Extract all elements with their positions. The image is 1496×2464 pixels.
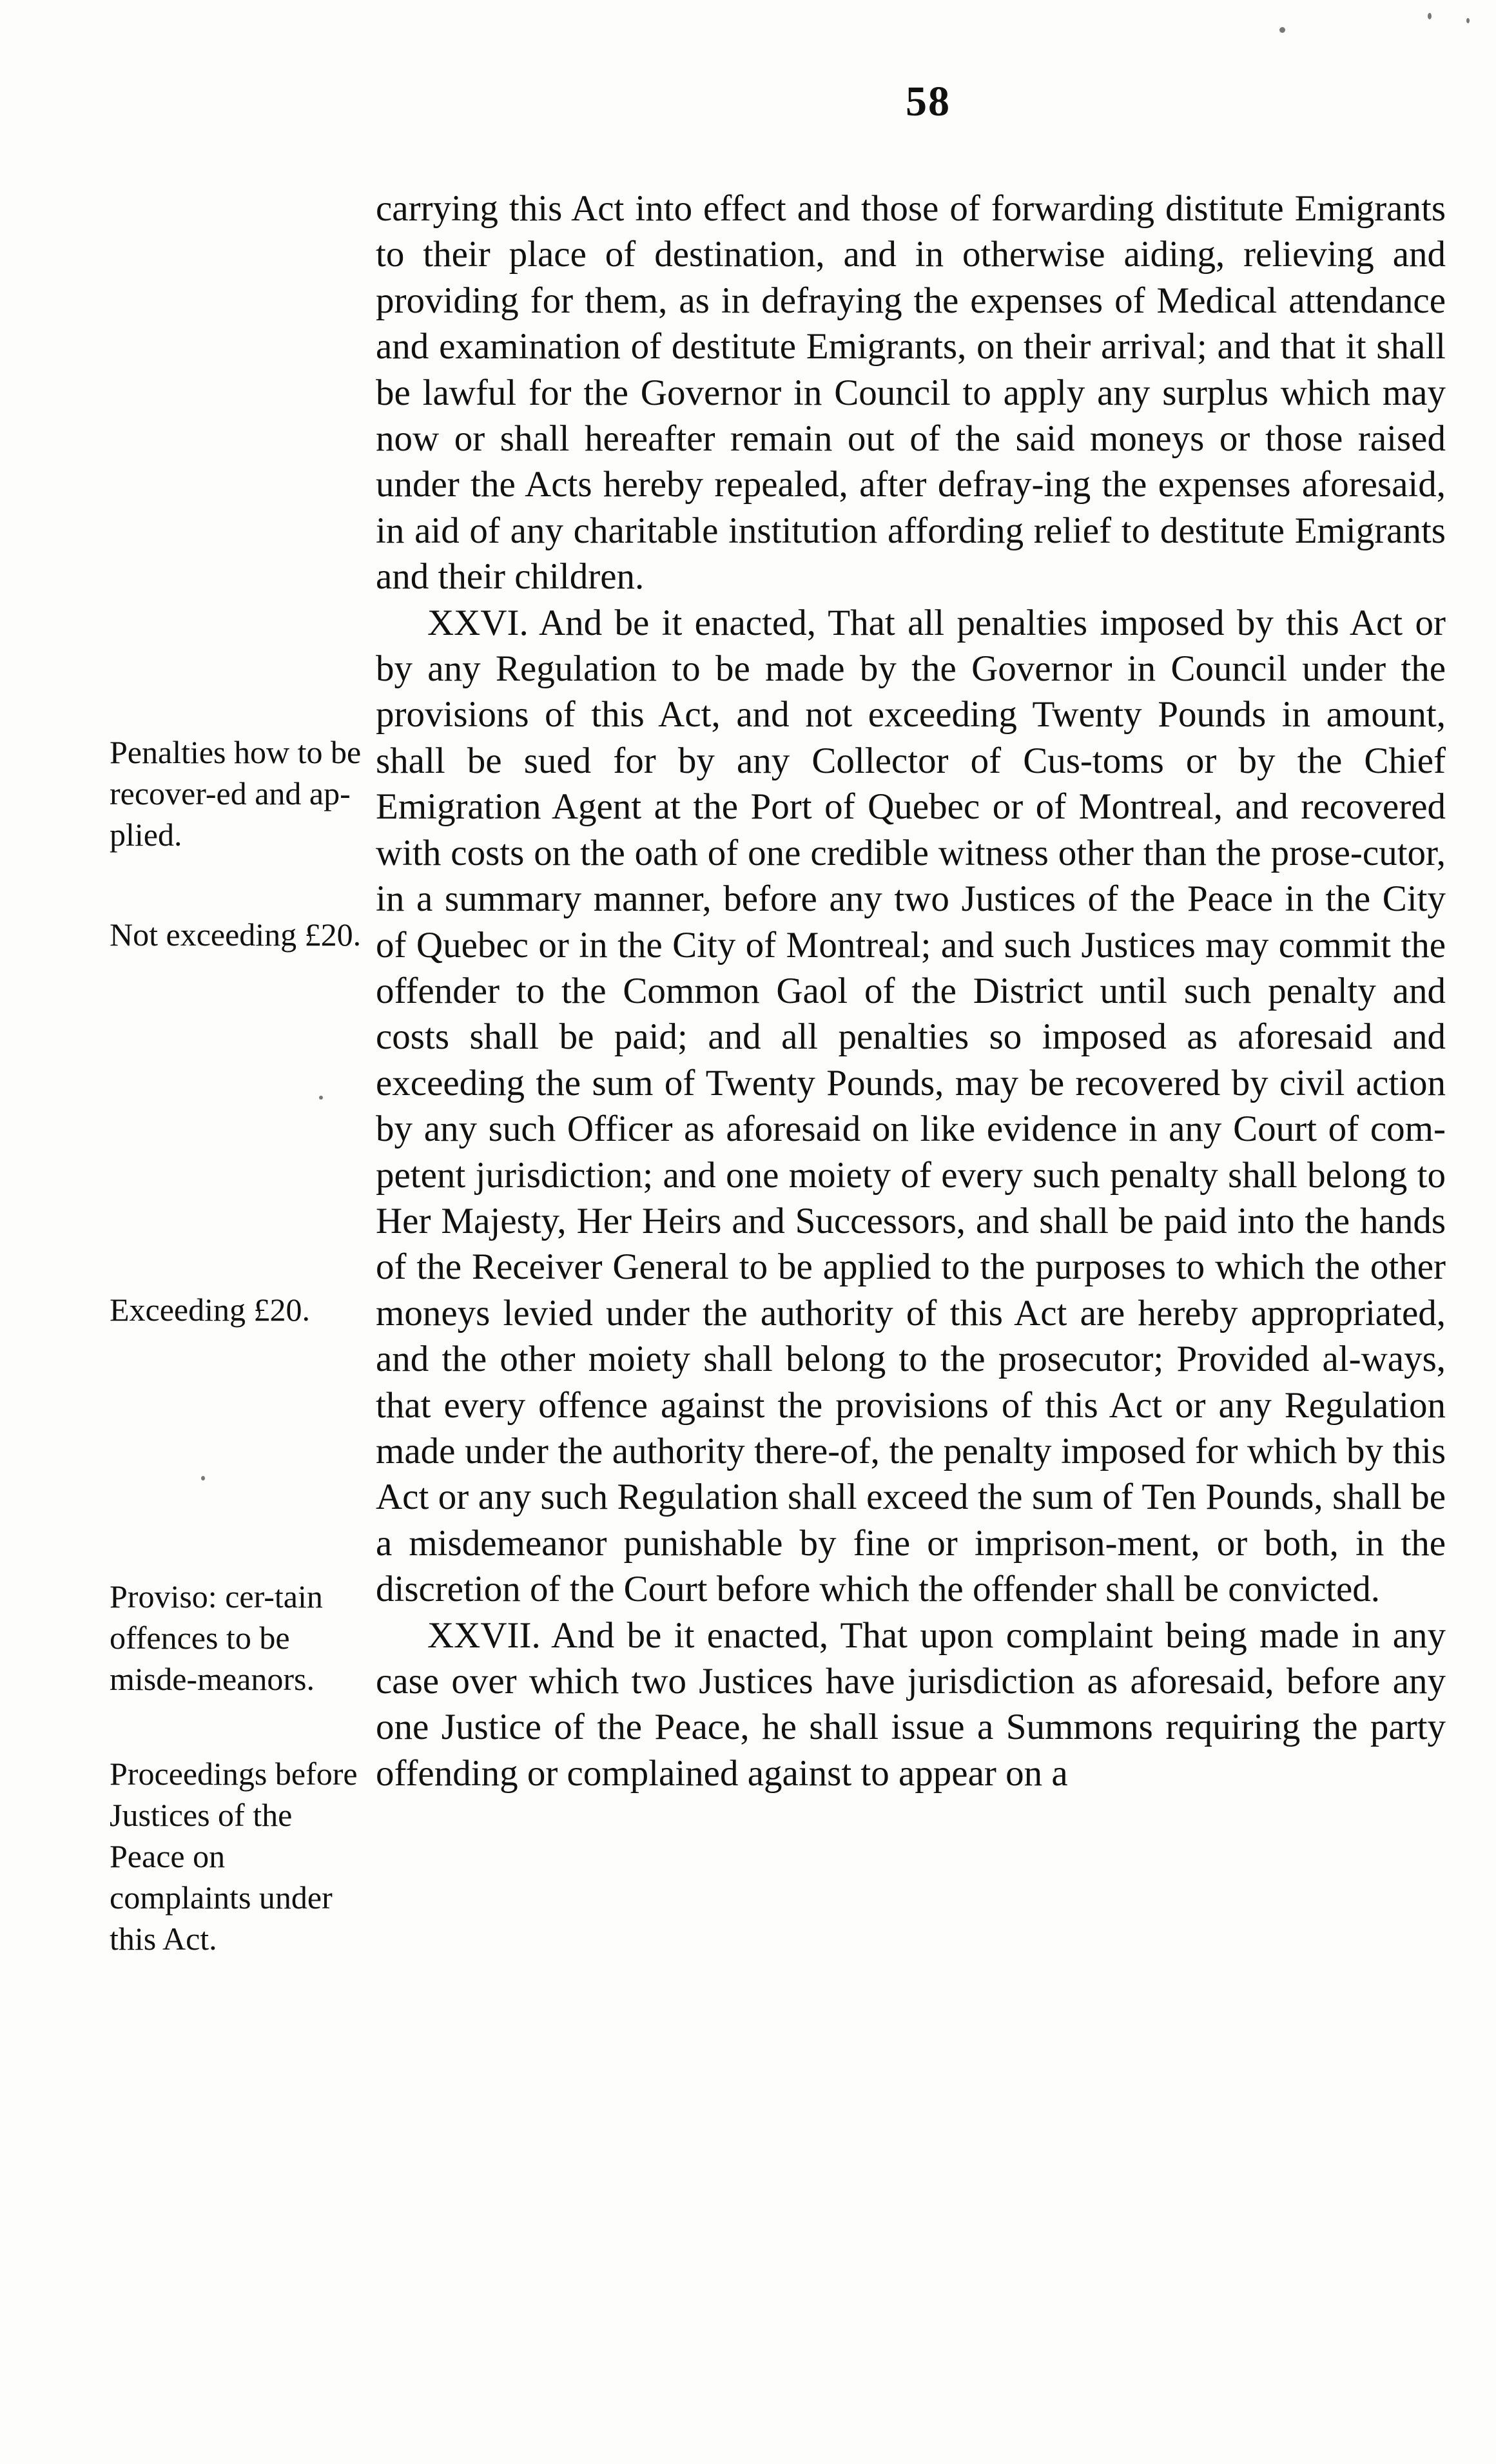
margin-note-proviso-misdemeanors: Proviso: cer-tain offences to be misde-meanors. — [110, 1578, 323, 1697]
ink-speck — [1466, 18, 1470, 23]
margin-notes — [0, 0, 376, 2464]
margin-note-penalties-how-recovered: Penalties how to be recover-ed and ap-plied. — [110, 734, 362, 853]
paragraph-section-xxvii: XXVII. And be it enacted, That upon complaint being made in any case over which two Justices have jurisdiction as aforesaid, before any one Justice of the Peace, he shall issue a Summons requiring the party offending or complained against to appear on a — [376, 1615, 1446, 1794]
margin-note-proceedings-before-justices: Proceedings before Justices of the Peace on complaints under this Act. — [110, 1756, 358, 1957]
page-number: 58 — [906, 78, 951, 125]
margin-note-not-exceeding-20: Not exceeding £20. — [110, 917, 362, 953]
ink-speck — [201, 1476, 205, 1480]
ink-speck — [319, 1096, 323, 1100]
ink-speck — [1428, 13, 1432, 19]
paragraph-section-xxvi: XXVI. And be it enacted, That all penalties imposed by this Act or by any Regulation to be made by the Governor in Council under the provisions of this Act, and not exceeding Twenty Pounds in amount, shall be sued for by any Collector of Cus-toms or by the Chief Emigration Agent at the Port of Quebec or of Montreal, and recovered with costs on the oath of one credible witness other than the prose-cutor, in a summary manner, before any two Justices of the Peace in the City of Quebec or in the City of Montreal; and such Justices may commit the offender to the Common Gaol of the District until such penalty and costs shall be paid; and all penalties so imposed as aforesaid and exceeding the sum of Twenty Pounds, may be recovered by civil action by any such Officer as aforesaid on like evidence in any Court of com-petent jurisdiction; and one moiety of every such penalty shall belong to Her Majesty, Her Heirs and Successors, and shall be paid into the hands of the Receiver General to be applied to the purposes to which the other moneys levied under the authority of this Act are hereby appropriated, and the other moiety shall belong to the prosecutor; Provided al-ways, that every offence against the provisions of this Act or any Regulation made under the authority there-of, the penalty imposed for which by this Act or any such Regulation shall exceed the sum of Ten Pounds, shall be a misdemeanor punishable by fine or imprison-ment, or both, in the discretion of the Court before which the offender shall be convicted. — [376, 602, 1446, 1610]
paragraph-continuation: carrying this Act into effect and those of forwarding distitute Emigrants to their place of destination, and in otherwise aiding, relieving and providing for them, as in defraying the expenses of Medical attendance and examination of destitute Emigrants, on their arrival; and that it shall be lawful for the Governor in Council to apply any surplus which may now or shall hereafter remain out of the said moneys or those raised under the Acts hereby repealed, after defray-ing the expenses aforesaid, in aid of any charitable institution affording relief to destitute Emigrants and their children. — [376, 188, 1446, 597]
body-text — [376, 186, 1446, 1796]
ink-speck — [1279, 27, 1285, 33]
margin-note-exceeding-20: Exceeding £20. — [110, 1292, 311, 1328]
